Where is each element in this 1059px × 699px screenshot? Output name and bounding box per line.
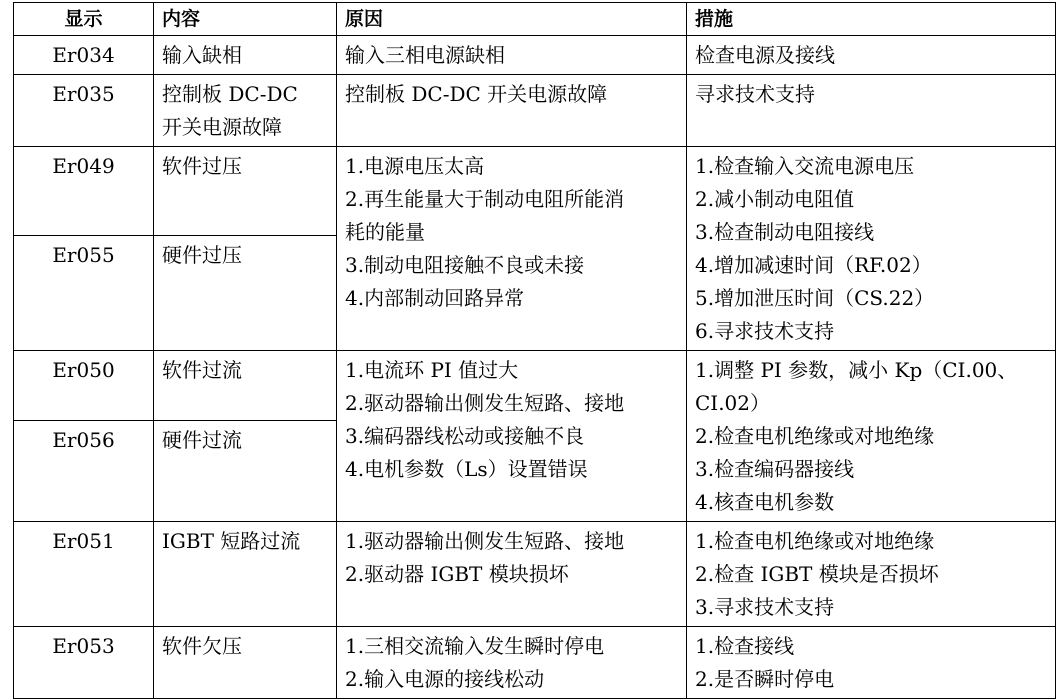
- fault-content: 软件欠压: [154, 627, 337, 699]
- cause-line: 2.再生能量大于制动电阻所能消: [345, 187, 625, 211]
- fault-measure: [687, 522, 1056, 627]
- table-header-row: [14, 3, 1056, 36]
- fault-code-table: [13, 2, 1056, 699]
- content-line: 开关电源故障: [162, 115, 282, 139]
- cause-line: 4.内部制动回路异常: [345, 286, 525, 310]
- fault-content: 硬件过压: [154, 235, 337, 350]
- overcurrent-measure: [687, 351, 1056, 522]
- measure-line: 2.减小制动电阻值: [695, 187, 855, 211]
- measure-line: 2.检查电机绝缘或对地绝缘: [695, 424, 935, 448]
- cause-line: 4.电机参数（Ls）设置错误: [345, 457, 588, 481]
- overvoltage-measure: [687, 147, 1056, 351]
- measure-line: 3.检查制动电阻接线: [695, 220, 875, 244]
- fault-cause: [337, 36, 687, 75]
- measure-line: 3.检查编码器接线: [695, 457, 855, 481]
- measure-line: 寻求技术支持: [695, 82, 815, 106]
- fault-content: 软件过流: [154, 351, 337, 421]
- fault-cause: [337, 522, 687, 627]
- measure-line: 5.增加泄压时间（CS.22）: [695, 286, 935, 310]
- fault-content: 硬件过流: [154, 421, 337, 522]
- fault-content: [154, 75, 337, 147]
- measure-line: 1.检查输入交流电源电压: [695, 154, 915, 178]
- header-measure: 措施: [687, 3, 1056, 36]
- measure-line: 检查电源及接线: [695, 43, 835, 67]
- measure-line: 1.检查电机绝缘或对地绝缘: [695, 529, 935, 553]
- fault-content: 软件过压: [154, 147, 337, 236]
- measure-line: 3.寻求技术支持: [695, 595, 835, 619]
- measure-line: 6.寻求技术支持: [695, 319, 835, 343]
- fault-cause: [337, 75, 687, 147]
- table-row: [14, 351, 1056, 421]
- fault-code: Er053: [14, 627, 154, 699]
- overvoltage-cause: [337, 147, 687, 351]
- table-row: [14, 147, 1056, 236]
- header-display: 显示: [14, 3, 154, 36]
- fault-measure: [687, 75, 1056, 147]
- cause-line: 1.驱动器输出侧发生短路、接地: [345, 529, 625, 553]
- measure-line: 2.检查 IGBT 模块是否损坏: [695, 562, 939, 586]
- cause-line: 1.电源电压太高: [345, 154, 485, 178]
- cause-line: 3.编码器线松动或接触不良: [345, 424, 585, 448]
- table-row: [14, 36, 1056, 75]
- cause-line: 1.三相交流输入发生瞬时停电: [345, 634, 605, 658]
- overcurrent-cause: [337, 351, 687, 522]
- fault-content: IGBT 短路过流: [154, 522, 337, 627]
- measure-line: 4.核查电机参数: [695, 490, 835, 514]
- table-row: [14, 75, 1056, 147]
- cause-line: 3.制动电阻接触不良或未接: [345, 253, 585, 277]
- fault-code: Er056: [14, 421, 154, 522]
- fault-code: Er055: [14, 235, 154, 350]
- cause-line: 2.输入电源的接线松动: [345, 667, 545, 691]
- cause-line: 1.电流环 PI 值过大: [345, 358, 519, 382]
- cause-line: 控制板 DC-DC 开关电源故障: [345, 82, 608, 106]
- measure-line: 4.增加减速时间（RF.02）: [695, 253, 932, 277]
- measure-line: 1.调整 PI 参数，减小 Kp（CI.00、: [695, 358, 1018, 382]
- fault-code: Er049: [14, 147, 154, 236]
- cause-line: 输入三相电源缺相: [345, 43, 505, 67]
- measure-line: CI.02）: [695, 391, 771, 415]
- header-cause: 原因: [337, 3, 687, 36]
- cause-line: 2.驱动器输出侧发生短路、接地: [345, 391, 625, 415]
- fault-code: Er050: [14, 351, 154, 421]
- content-line: 控制板 DC-DC: [162, 82, 298, 106]
- measure-line: 2.是否瞬时停电: [695, 667, 835, 691]
- cause-line: 耗的能量: [345, 220, 425, 244]
- fault-measure: [687, 627, 1056, 699]
- table-row: [14, 522, 1056, 627]
- fault-content: 输入缺相: [154, 36, 337, 75]
- measure-line: 1.检查接线: [695, 634, 795, 658]
- cause-line: 2.驱动器 IGBT 模块损坏: [345, 562, 569, 586]
- table-row: [14, 627, 1056, 699]
- header-content: 内容: [154, 3, 337, 36]
- fault-code: Er035: [14, 75, 154, 147]
- fault-cause: [337, 627, 687, 699]
- fault-code: Er051: [14, 522, 154, 627]
- fault-code: Er034: [14, 36, 154, 75]
- fault-measure: [687, 36, 1056, 75]
